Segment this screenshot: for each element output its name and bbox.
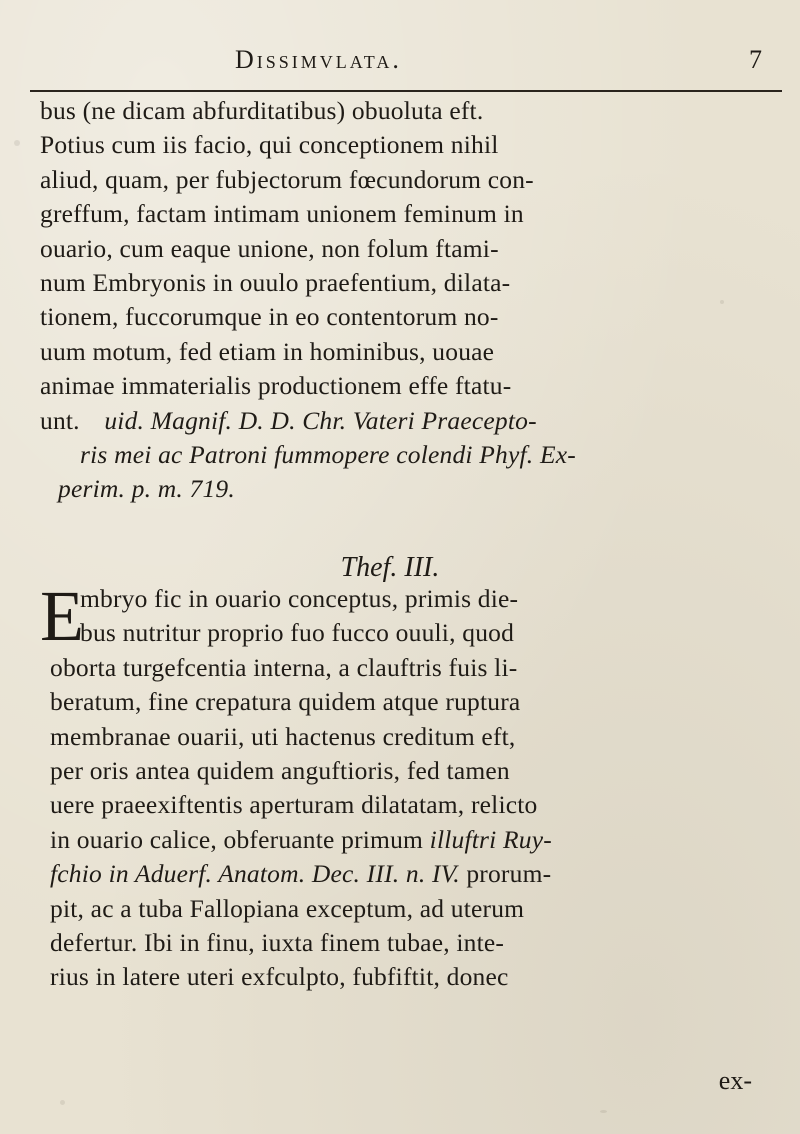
text-fragment: prorum- <box>459 859 552 889</box>
section-heading: Thef. III. <box>340 552 440 583</box>
text-line: per oris antea quidem anguftioris, fed tamen <box>50 755 510 785</box>
text-line: Potius cum iis facio, qui conceptionem nihil <box>40 130 499 160</box>
running-head: Dissimvlata. <box>235 45 402 74</box>
text-line: aliud, quam, per fubjectorum fœcundorum con- <box>40 164 534 194</box>
paper-speck <box>600 1110 607 1113</box>
text-line: pit, ac a tuba Fallopiana exceptum, ad uterum <box>50 893 525 923</box>
paragraph <box>40 576 780 995</box>
drop-capital: E <box>40 576 84 656</box>
page-header <box>30 45 790 89</box>
text-line: animae immaterialis productionem effe ftatu- <box>40 371 512 401</box>
text-line: ouario, cum eaque unione, non folum ftami- <box>40 233 499 263</box>
text-line: tionem, fuccorumque in eo contentorum no- <box>40 302 499 332</box>
text-line: greffum, factam intimam unionem feminum in <box>40 199 524 229</box>
citation-line: ris mei ac Patroni fummopere colendi Phyf. Ex- <box>80 439 576 469</box>
paper-speck <box>14 140 20 146</box>
text-line: mbryo fic in ouario conceptus, primis die- <box>80 584 519 613</box>
text-line: num Embryonis in ouulo praefentium, dilata- <box>40 267 511 297</box>
text-line: uum motum, fed etiam in hominibus, uouae <box>40 336 495 366</box>
text-line: rius in latere uteri exfculpto, fubfiftit, donec <box>50 962 509 992</box>
text-line <box>50 857 780 891</box>
text-fragment: unt. <box>40 405 80 435</box>
text-line: oborta turgefcentia interna, a clauftris fuis li- <box>50 652 518 682</box>
citation-text: uid. Magnif. D. D. Chr. Vateri Praecepto- <box>104 405 537 435</box>
catchword: ex- <box>718 1066 752 1095</box>
text-line: beratum, fine crepatura quidem atque ruptura <box>50 687 521 717</box>
text-line: membranae ouarii, uti hactenus creditum eft, <box>50 721 516 751</box>
text-line: bus nutritur proprio fuo fucco ouuli, quod <box>80 618 515 648</box>
citation-text: fchio in Aduerf. Anatom. Dec. III. n. IV. <box>50 859 460 889</box>
text-line <box>40 404 780 438</box>
header-rule <box>30 90 782 92</box>
text-line: defertur. Ibi in finu, iuxta finem tubae, inte- <box>50 927 505 957</box>
text-line: uere praeexiftentis aperturam dilatatam, relicto <box>50 790 538 820</box>
text-line: bus (ne dicam abfurditatibus) obuoluta eft. <box>40 96 484 125</box>
paragraph-opening <box>80 582 780 651</box>
text-line <box>50 823 780 857</box>
citation-line: perim. p. m. 719. <box>58 474 235 504</box>
page-number: 7 <box>749 45 762 74</box>
citation-text: illuftri Ruy- <box>429 824 552 854</box>
paper-speck <box>60 1100 65 1105</box>
body-text <box>40 94 780 507</box>
text-fragment: in ouario calice, obferuante primum <box>50 824 424 854</box>
